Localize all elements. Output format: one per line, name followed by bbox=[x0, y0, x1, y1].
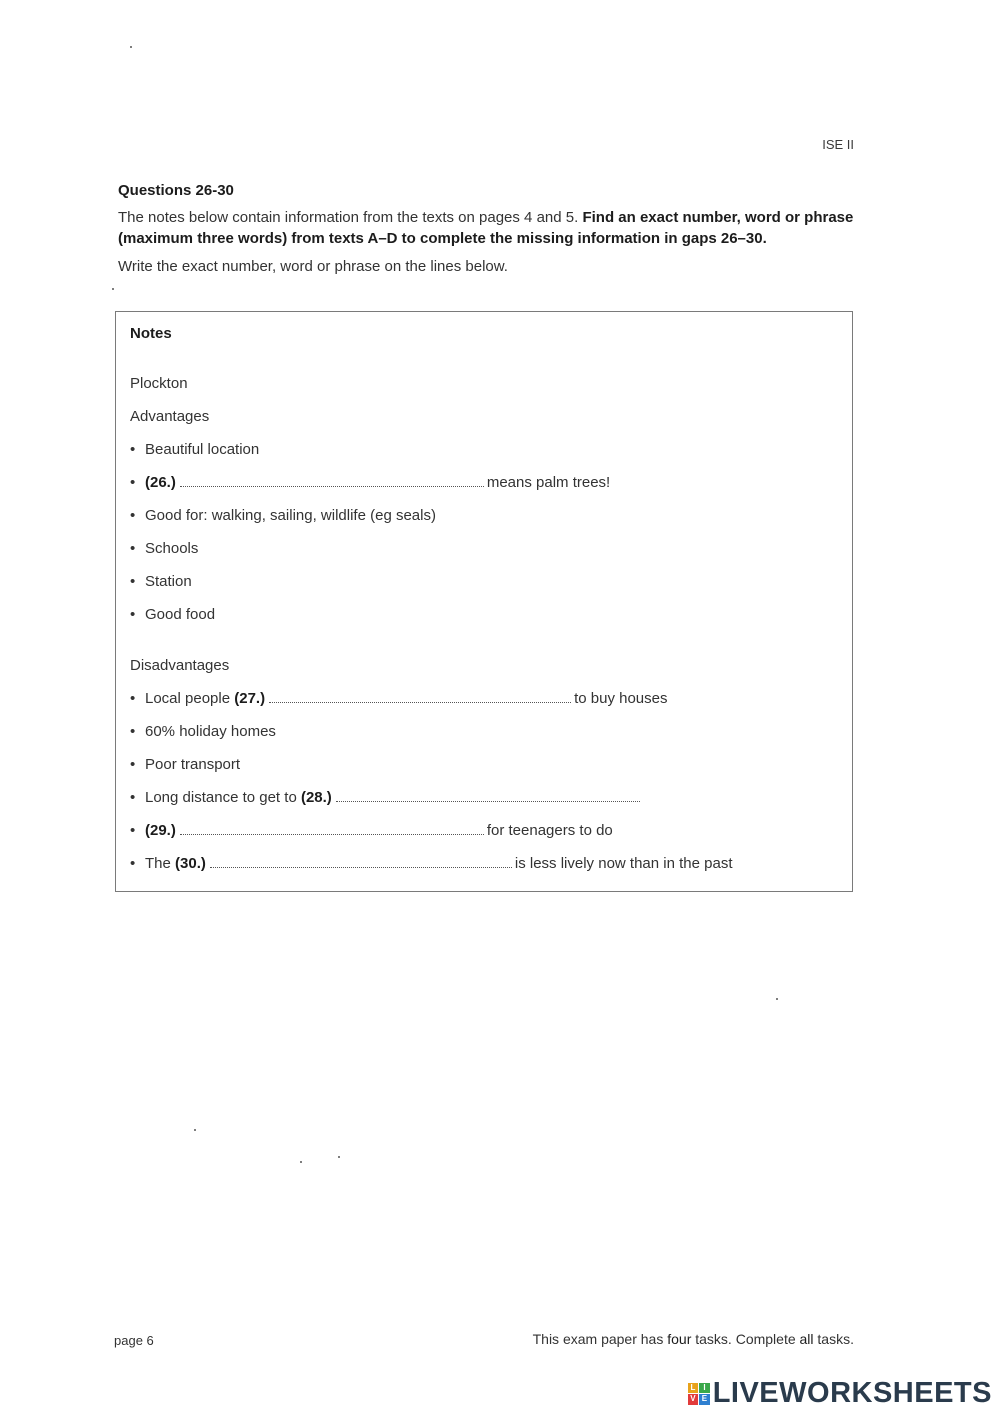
list-item bbox=[130, 506, 436, 526]
footer-note-b: four bbox=[667, 1331, 692, 1347]
answer-line-27[interactable] bbox=[269, 689, 571, 703]
list-item-text: The bbox=[145, 855, 171, 872]
list-item-gap-28 bbox=[130, 788, 643, 808]
list-item-text: for teenagers to do bbox=[486, 822, 613, 839]
list-item-text: to buy houses bbox=[574, 690, 668, 707]
list-item-text: Poor transport bbox=[145, 756, 241, 773]
bullet: • bbox=[130, 441, 136, 458]
footer-note-c: tasks. Complete bbox=[691, 1331, 800, 1347]
list-item-text: Beautiful location bbox=[145, 441, 260, 458]
bullet: • bbox=[130, 573, 136, 590]
scan-speck bbox=[130, 46, 132, 48]
exam-level-label: ISE II bbox=[822, 137, 854, 152]
write-instruction: Write the exact number, word or phrase on the lines below. bbox=[118, 258, 508, 275]
answer-line-28[interactable] bbox=[336, 788, 640, 802]
advantages-heading: Advantages bbox=[130, 408, 210, 425]
list-item-gap-30 bbox=[130, 854, 733, 874]
gap-number-26: (26.) bbox=[145, 474, 176, 491]
footer-note bbox=[533, 1331, 854, 1347]
scan-speck bbox=[338, 1156, 340, 1158]
list-item-text: Station bbox=[145, 573, 192, 590]
bullet: • bbox=[130, 507, 136, 524]
list-item-gap-29 bbox=[130, 821, 613, 841]
list-item-text: Good food bbox=[145, 606, 216, 623]
scan-speck bbox=[194, 1129, 196, 1131]
instructions-plain: The notes below contain information from the texts on pages 4 and 5. bbox=[118, 209, 583, 226]
logo-letter: L bbox=[688, 1383, 699, 1394]
list-item-text: 60% holiday homes bbox=[145, 723, 276, 740]
bullet: • bbox=[130, 606, 136, 623]
footer-note-a: This exam paper has bbox=[532, 1331, 668, 1347]
bullet: • bbox=[130, 756, 136, 773]
bullet: • bbox=[130, 540, 136, 557]
list-item-text: is less lively now than in the past bbox=[514, 855, 733, 872]
list-item bbox=[130, 572, 192, 592]
bullet: • bbox=[130, 855, 136, 872]
bullet: • bbox=[130, 822, 136, 839]
footer-note-d: all bbox=[799, 1331, 814, 1347]
logo-letter: V bbox=[688, 1394, 699, 1405]
list-item-text: Good for: walking, sailing, wildlife (eg seals) bbox=[145, 507, 436, 524]
list-item-text: Local people bbox=[145, 690, 231, 707]
list-item bbox=[130, 605, 215, 625]
instructions-bold: Find an exact number, word or phrase (maximum three words) from texts A–D to complete the missing information in gaps 26–30. bbox=[118, 209, 854, 247]
gap-number-28: (28.) bbox=[300, 789, 332, 806]
list-item-text: means palm trees! bbox=[486, 474, 611, 491]
task-instructions bbox=[118, 207, 868, 249]
bullet: • bbox=[130, 789, 136, 806]
list-item bbox=[130, 440, 259, 460]
scan-speck bbox=[112, 288, 114, 290]
gap-number-30: (30.) bbox=[175, 855, 206, 872]
logo-letter: I bbox=[699, 1383, 710, 1394]
liveworksheets-brand bbox=[688, 1377, 992, 1410]
list-item bbox=[130, 755, 240, 775]
liveworksheets-logo-icon bbox=[688, 1383, 710, 1405]
answer-line-26[interactable] bbox=[180, 473, 484, 487]
list-item-gap-27 bbox=[130, 689, 668, 709]
questions-title: Questions 26-30 bbox=[118, 182, 234, 199]
notes-box bbox=[115, 311, 853, 892]
logo-letter: E bbox=[699, 1394, 710, 1405]
list-item bbox=[130, 539, 198, 559]
notes-heading: Notes bbox=[130, 325, 172, 342]
list-item-gap-26 bbox=[130, 473, 610, 493]
answer-line-29[interactable] bbox=[180, 821, 484, 835]
place-name: Plockton bbox=[130, 375, 188, 392]
list-item-text: Schools bbox=[145, 540, 199, 557]
disadvantages-heading: Disadvantages bbox=[130, 657, 230, 674]
brand-name: LIVEWORKSHEETS bbox=[712, 1377, 992, 1409]
gap-number-27: (27.) bbox=[234, 690, 266, 707]
bullet: • bbox=[130, 690, 136, 707]
scan-speck bbox=[776, 998, 778, 1000]
list-item bbox=[130, 722, 276, 742]
bullet: • bbox=[130, 723, 136, 740]
gap-number-29: (29.) bbox=[145, 822, 176, 839]
scan-speck bbox=[300, 1161, 302, 1163]
list-item-text: Long distance to get to bbox=[145, 789, 297, 806]
page-number: page 6 bbox=[114, 1333, 154, 1348]
answer-line-30[interactable] bbox=[210, 854, 512, 868]
bullet: • bbox=[130, 474, 136, 491]
footer-note-e: tasks. bbox=[813, 1331, 854, 1347]
